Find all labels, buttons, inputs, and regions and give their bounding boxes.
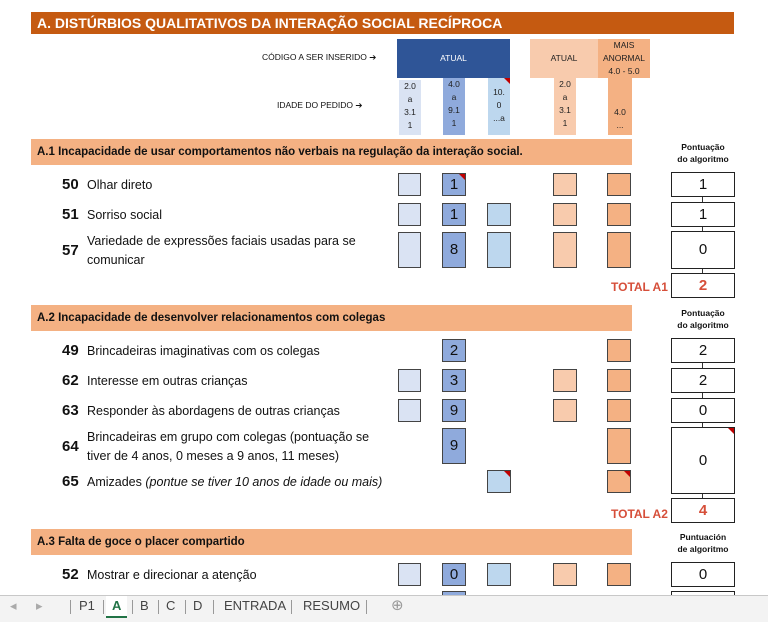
code-cell-col4[interactable] <box>553 369 577 392</box>
total-a2-value[interactable]: 4 <box>671 498 735 523</box>
code-cell-atual[interactable]: 1 <box>442 173 466 196</box>
code-cell-col3[interactable] <box>487 470 511 493</box>
total-a1-value[interactable]: 2 <box>671 273 735 298</box>
age-col-1: 2.0 a 3.1 1 <box>399 80 421 135</box>
age-col-4: 2.0 a 3.1 1 <box>554 78 576 135</box>
score-cell[interactable]: 0 <box>671 398 735 423</box>
code-cell-col1[interactable] <box>398 203 421 226</box>
code-cell-atual[interactable]: 1 <box>442 203 466 226</box>
score-cell[interactable]: 1 <box>671 202 735 227</box>
item-label: Brincadeiras em grupo com colegas (pontuação se tiver de 4 anos, 0 meses a 9 anos, 11 meses) <box>87 430 370 463</box>
item-label: Brincadeiras imaginativas com os colegas <box>87 344 320 358</box>
code-cell-col4[interactable] <box>553 232 577 268</box>
total-a2-label: TOTAL A2 <box>611 507 668 521</box>
score-header-a1: Pontuação do algoritmo <box>677 142 729 164</box>
item-label: Olhar direto <box>87 178 153 192</box>
score-cell[interactable]: 0 <box>671 231 735 269</box>
item-number: 51 <box>62 206 79 223</box>
tab-c[interactable]: C <box>166 598 176 613</box>
age-col-2: 4.0 a 9.1 1 <box>443 78 465 135</box>
connector-line <box>702 227 703 231</box>
code-cell-col1[interactable] <box>398 563 421 586</box>
tab-p1[interactable]: P1 <box>79 598 95 613</box>
total-a1-label: TOTAL A1 <box>611 280 668 294</box>
score-cell[interactable]: 2 <box>671 368 735 393</box>
code-cell-atual[interactable]: 9 <box>442 399 466 422</box>
code-cell-col5[interactable] <box>607 428 631 464</box>
code-cell-col4[interactable] <box>553 173 577 196</box>
score-cell[interactable]: 0 <box>671 562 735 587</box>
item-label: Sorriso social <box>87 208 163 222</box>
section-a3-header: A.3 Falta de goce o placer compartido <box>31 529 632 555</box>
connector-line <box>702 197 703 202</box>
code-cell-col4[interactable] <box>553 203 577 226</box>
prev-sheet-button[interactable]: ◂ <box>10 598 17 613</box>
item-label: Mostrar e direcionar a atenção <box>87 568 257 582</box>
code-cell-atual[interactable]: 8 <box>442 232 466 268</box>
code-cell-col5[interactable] <box>607 369 631 392</box>
tab-b[interactable]: B <box>140 598 149 613</box>
code-cell-col5[interactable] <box>607 173 631 196</box>
code-cell-col3[interactable] <box>487 563 511 586</box>
score-header-a2: Pontuação do algoritmo <box>677 308 729 330</box>
code-cell-atual[interactable]: 3 <box>442 369 466 392</box>
score-cell[interactable]: 0 <box>671 427 735 494</box>
section-title: A. DISTÚRBIOS QUALITATIVOS DA INTERAÇÃO SOCIAL RECÍPROCA <box>31 12 734 34</box>
code-cell-atual[interactable]: 2 <box>442 339 466 362</box>
code-cell-col5[interactable] <box>607 470 631 493</box>
code-cell-col5[interactable] <box>607 563 631 586</box>
code-cell-col4[interactable] <box>553 563 577 586</box>
score-cell[interactable]: 1 <box>671 172 735 197</box>
item-number: 57 <box>62 242 79 259</box>
item-label: Variedade de expressões faciais usadas para se comunicar <box>87 234 356 267</box>
section-a2-header: A.2 Incapacidade de desenvolver relacionamentos com colegas <box>31 305 632 331</box>
add-sheet-icon[interactable]: ⊕ <box>391 597 404 614</box>
code-cell-col1[interactable] <box>398 399 421 422</box>
item-number: 52 <box>62 566 79 583</box>
score-header-a3: Puntuación de algoritmo <box>677 532 729 554</box>
code-cell-col3[interactable] <box>487 203 511 226</box>
item-number: 63 <box>62 402 79 419</box>
code-label: CÓDIGO A SER INSERIDO ➔ <box>262 52 377 62</box>
item-number: 64 <box>62 438 79 455</box>
item-label: Amizades (pontue se tiver 10 anos de idade ou mais) <box>87 475 383 489</box>
code-cell-col5[interactable] <box>607 232 631 268</box>
age-label: IDADE DO PEDIDO ➔ <box>277 100 363 110</box>
code-cell-atual[interactable]: 0 <box>442 563 466 586</box>
tab-resumo[interactable]: RESUMO <box>303 598 361 613</box>
next-sheet-button[interactable]: ▸ <box>36 598 43 613</box>
section-a1-header: A.1 Incapacidade de usar comportamentos não verbais na regulação da interação social. <box>31 139 632 165</box>
tab-a[interactable]: A <box>106 596 127 618</box>
score-cell[interactable]: 2 <box>671 338 735 363</box>
item-number: 62 <box>62 372 79 389</box>
age-col-3: 10. 0 ...a <box>488 78 510 135</box>
age-col-5: 4.0 ... <box>608 78 632 135</box>
sheet-tab-bar <box>0 595 768 622</box>
connector-line <box>702 423 703 427</box>
tab-entrada[interactable]: ENTRADA <box>224 598 287 613</box>
atual-pink-header: ATUAL <box>530 39 598 78</box>
code-cell-col4[interactable] <box>553 399 577 422</box>
code-cell-col1[interactable] <box>398 173 421 196</box>
code-cell-col5[interactable] <box>607 399 631 422</box>
atual-blue-header: ATUAL <box>397 39 510 78</box>
connector-line <box>702 363 703 368</box>
item-label: Responder às abordagens de outras crianças <box>87 404 340 418</box>
code-cell-col3[interactable] <box>487 232 511 268</box>
item-number: 65 <box>62 473 79 490</box>
mais-anormal-header: MAIS ANORMAL 4.0 - 5.0 <box>598 39 650 78</box>
code-cell-col5[interactable] <box>607 203 631 226</box>
item-number: 49 <box>62 342 79 359</box>
item-label: Interesse em outras crianças <box>87 374 248 388</box>
code-cell-atual[interactable]: 9 <box>442 428 466 464</box>
code-cell-col1[interactable] <box>398 369 421 392</box>
item-number: 50 <box>62 176 79 193</box>
connector-line <box>702 393 703 398</box>
code-cell-col5[interactable] <box>607 339 631 362</box>
tab-d[interactable]: D <box>193 598 203 613</box>
code-cell-col1[interactable] <box>398 232 421 268</box>
